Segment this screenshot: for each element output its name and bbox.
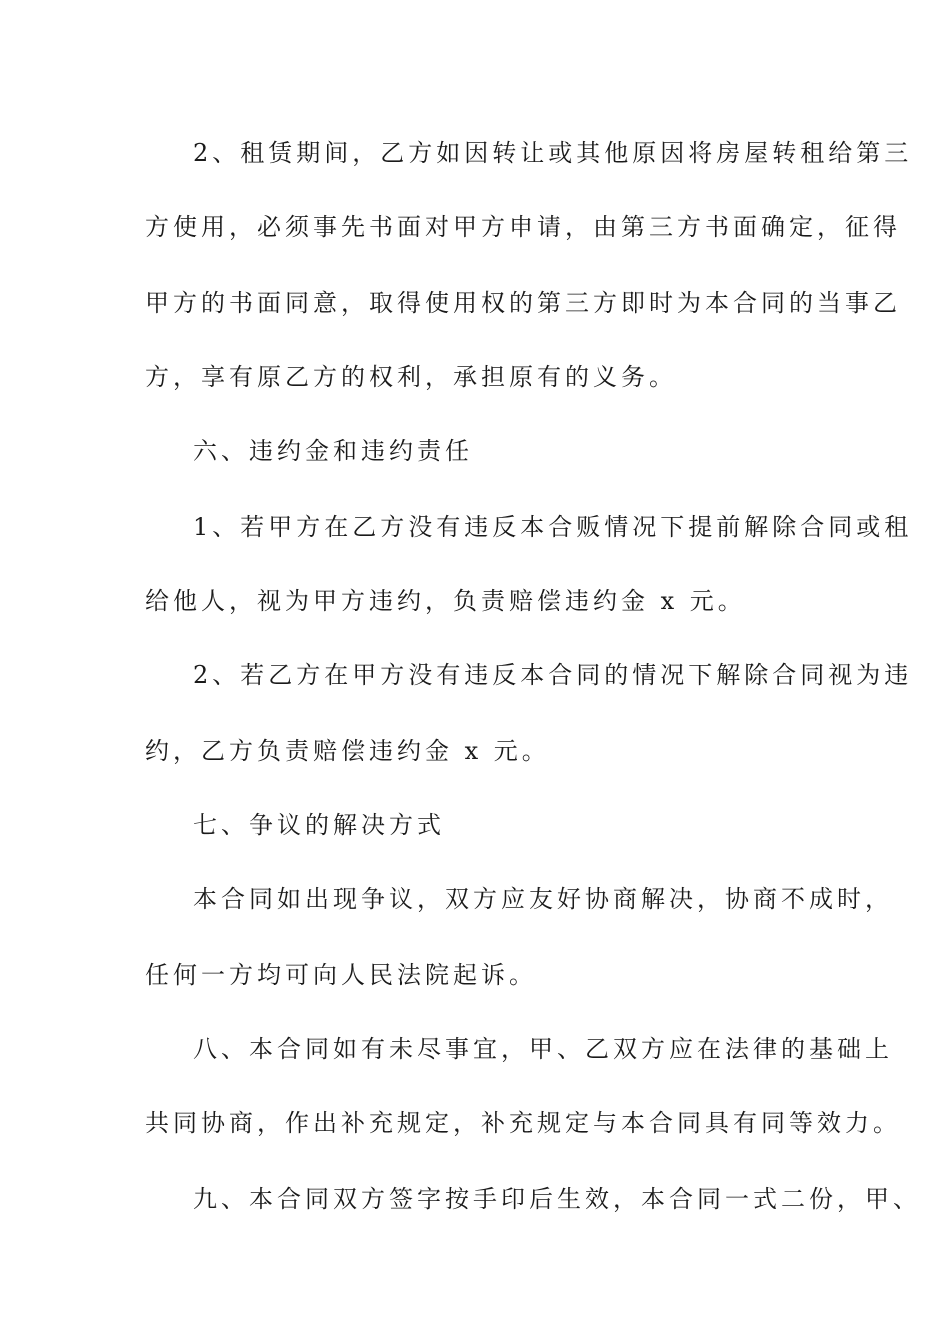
paragraph-line: 方使用，必须事先书面对甲方申请，由第三方书面确定，征得 bbox=[145, 213, 901, 241]
paragraph-line: 方，享有原乙方的权利，承担原有的义务。 bbox=[145, 363, 677, 391]
paragraph-line: 约，乙方负责赔偿违约金 x 元。 bbox=[145, 737, 550, 765]
section-heading: 六、违约金和违约责任 bbox=[193, 437, 473, 465]
paragraph-line: 九、本合同双方签字按手印后生效，本合同一式二份，甲、 bbox=[193, 1185, 921, 1213]
paragraph-line: 八、本合同如有未尽事宜，甲、乙双方应在法律的基础上 bbox=[193, 1035, 893, 1063]
section-heading: 七、争议的解决方式 bbox=[193, 811, 445, 839]
paragraph-line: 1、若甲方在乙方没有违反本合贩情况下提前解除合同或租 bbox=[193, 513, 913, 541]
paragraph-line: 甲方的书面同意，取得使用权的第三方即时为本合同的当事乙 bbox=[145, 289, 901, 317]
paragraph-line: 任何一方均可向人民法院起诉。 bbox=[145, 961, 537, 989]
paragraph-line: 共同协商，作出补充规定，补充规定与本合同具有同等效力。 bbox=[145, 1109, 901, 1137]
paragraph-line: 2、若乙方在甲方没有违反本合同的情况下解除合同视为违 bbox=[193, 661, 913, 689]
paragraph-line: 给他人，视为甲方违约，负责赔偿违约金 x 元。 bbox=[145, 587, 746, 615]
paragraph-line: 2、租赁期间，乙方如因转让或其他原因将房屋转租给第三 bbox=[193, 139, 913, 167]
paragraph-line: 本合同如出现争议，双方应友好协商解决，协商不成时， bbox=[193, 885, 893, 913]
